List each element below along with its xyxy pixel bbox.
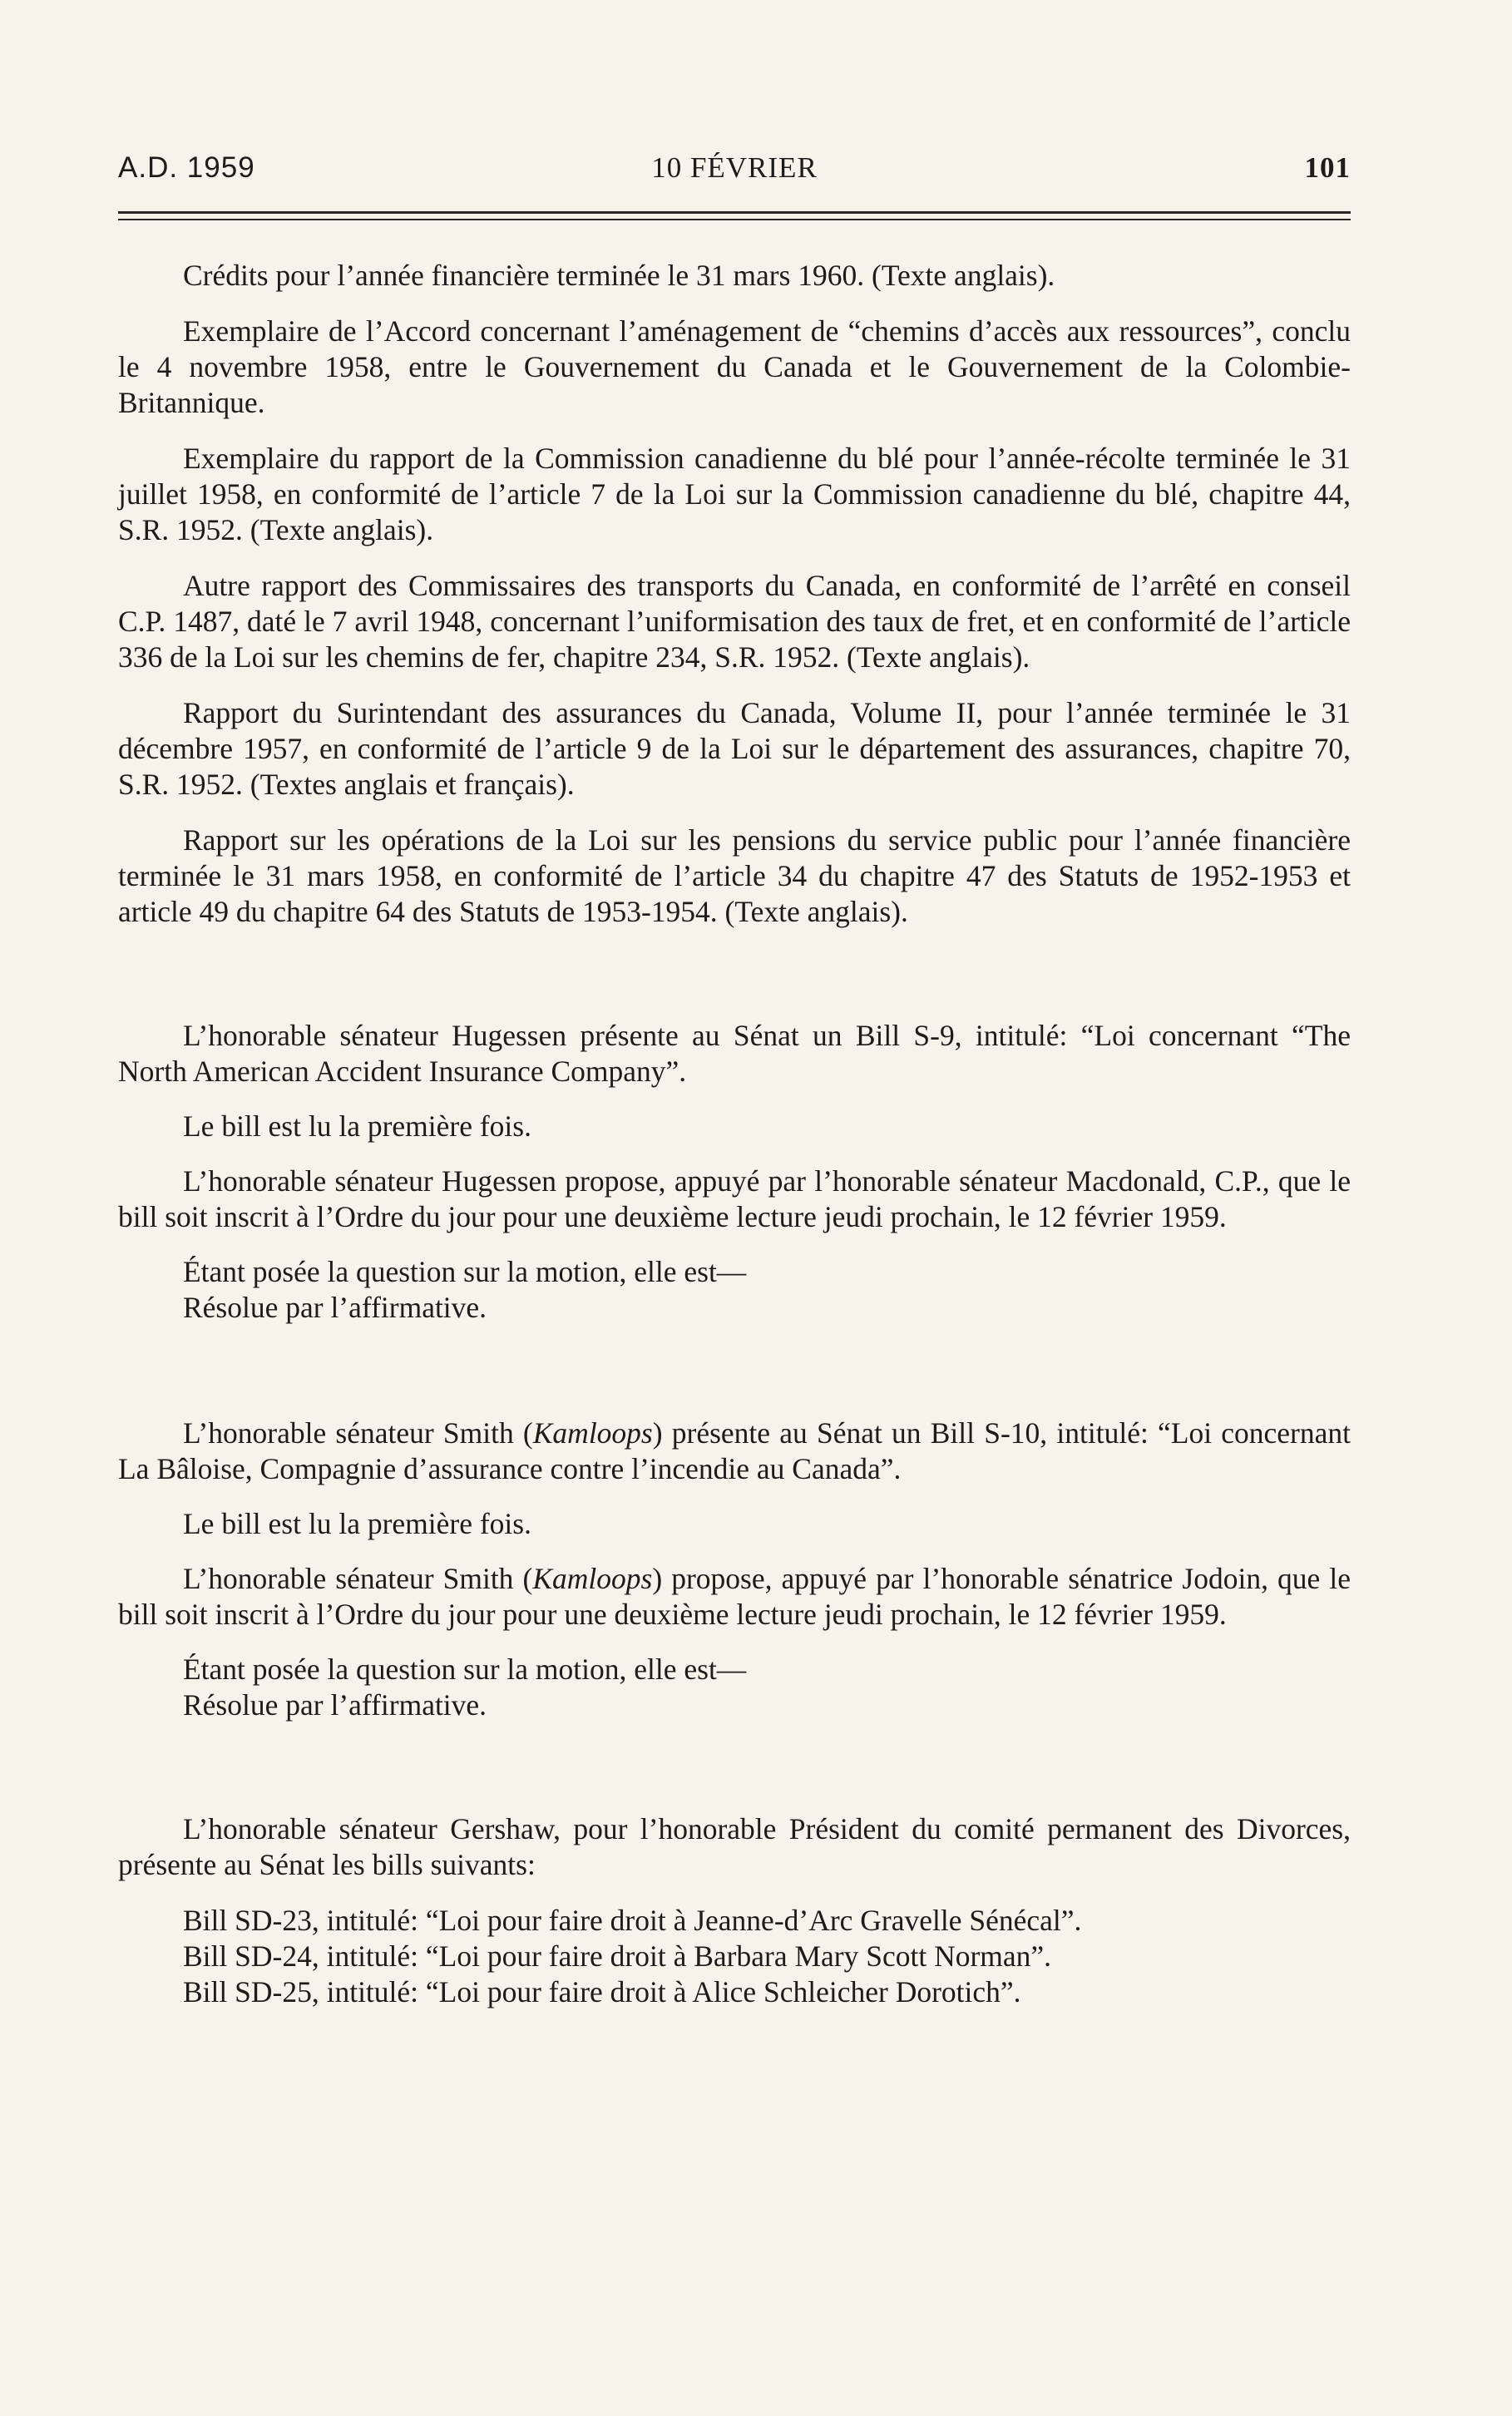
paragraph-first-reading-s10: Le bill est lu la première fois. (183, 1507, 531, 1540)
text-segment: ) propose, appuyé par l’honorable sénatrice Jodoin, que le bill soit inscrit à l’Ordre du jour pour une deuxième lecture jeudi prochain, le 12 février 1959. (118, 1562, 1351, 1631)
paragraph-wheat-board-report: Exemplaire du rapport de la Commission canadienne du blé pour l’année-récolte terminée le 31 juillet 1958, en conformité de l’article 7 de la Loi sur la Commission canadienne du blé, chapitre 44, S.R. 1952. (Texte anglais). (118, 442, 1351, 546)
paragraph-transport-report: Autre rapport des Commissaires des transports du Canada, en conformité de l’arrêté en conseil C.P. 1487, daté le 7 avril 1948, concernant l’uniformisation des taux de fret, et en conformité de l’article 336 de la Loi sur les chemins de fer, chapitre 234, S.R. 1952. (Texte anglais). (118, 569, 1351, 674)
paragraph-question-s10: Étant posée la question sur la motion, elle est— (183, 1653, 747, 1686)
bill-sd-24: Bill SD-24, intitulé: “Loi pour faire droit à Barbara Mary Scott Norman”. (183, 1939, 1052, 1973)
italic-place-name: Kamloops (532, 1562, 653, 1595)
text-segment: L’honorable sénateur Smith ( (183, 1416, 533, 1450)
italic-place-name: Kamloops (532, 1416, 653, 1450)
header-rule-thick (118, 211, 1351, 214)
paragraph-credits: Crédits pour l’année financière terminée le 31 mars 1960. (Texte anglais). (183, 259, 1055, 292)
header-year: A.D. 1959 (118, 151, 255, 184)
paragraph-accord: Exemplaire de l’Accord concernant l’aménagement de “chemins d’accès aux ressources”, conclu le 4 novembre 1958, entre le Gouvernement du Canada et le Gouvernement de la Colombie-Britannique. (118, 314, 1351, 419)
paragraph-resolved-s10: Résolue par l’affirmative. (183, 1688, 487, 1722)
paragraph-motion-s9: L’honorable sénateur Hugessen propose, appuyé par l’honorable sénateur Macdonald, C.P., que le bill soit inscrit à l’Ordre du jour pour une deuxième lecture jeudi prochain, le 12 février 1959. (118, 1164, 1351, 1233)
paragraph-resolved-s9: Résolue par l’affirmative. (183, 1291, 487, 1324)
bill-sd-23: Bill SD-23, intitulé: “Loi pour faire droit à Jeanne-d’Arc Gravelle Sénécal”. (183, 1904, 1082, 1937)
paragraph-pensions-report: Rapport sur les opérations de la Loi sur les pensions du service public pour l’année financière terminée le 31 mars 1958, en conformité de l’article 34 du chapitre 47 des Statuts de 1952-1953 et article 49 du chapitre 64 des Statuts de 1953-1954. (Texte anglais). (118, 823, 1351, 928)
paragraph-bill-s10-presentation (118, 1416, 1351, 1487)
page-number: 101 (1304, 151, 1351, 184)
body-text (118, 258, 1351, 2010)
paragraph-question-s9: Étant posée la question sur la motion, elle est— (183, 1255, 747, 1288)
paragraph-first-reading-s9: Le bill est lu la première fois. (183, 1109, 531, 1143)
paragraph-insurance-report: Rapport du Surintendant des assurances du Canada, Volume II, pour l’année terminée le 31 décembre 1957, en conformité de l’article 9 de la Loi sur le département des assurances, chapitre 70, S.R. 1952. (Textes anglais et français). (118, 696, 1351, 801)
header-date: 10 FÉVRIER (651, 151, 818, 184)
paragraph-motion-s10 (118, 1561, 1351, 1633)
paragraph-divorce-bills: L’honorable sénateur Gershaw, pour l’honorable Président du comité permanent des Divorces, présente au Sénat les bills suivants: (118, 1812, 1351, 1881)
bill-sd-25: Bill SD-25, intitulé: “Loi pour faire droit à Alice Schleicher Dorotich”. (183, 1975, 1021, 2008)
header-rule-thin (118, 219, 1351, 220)
paragraph-bill-s9-presentation: L’honorable sénateur Hugessen présente au Sénat un Bill S-9, intitulé: “Loi concernant “The North American Accident Insurance Company”. (118, 1019, 1351, 1088)
text-segment: L’honorable sénateur Smith ( (183, 1562, 533, 1595)
running-header (118, 151, 1351, 193)
text-segment: ) présente au Sénat un Bill S-10, intitulé: “Loi concernant La Bâloise, Compagnie d’assurance contre l’incendie au Canada”. (118, 1416, 1351, 1485)
